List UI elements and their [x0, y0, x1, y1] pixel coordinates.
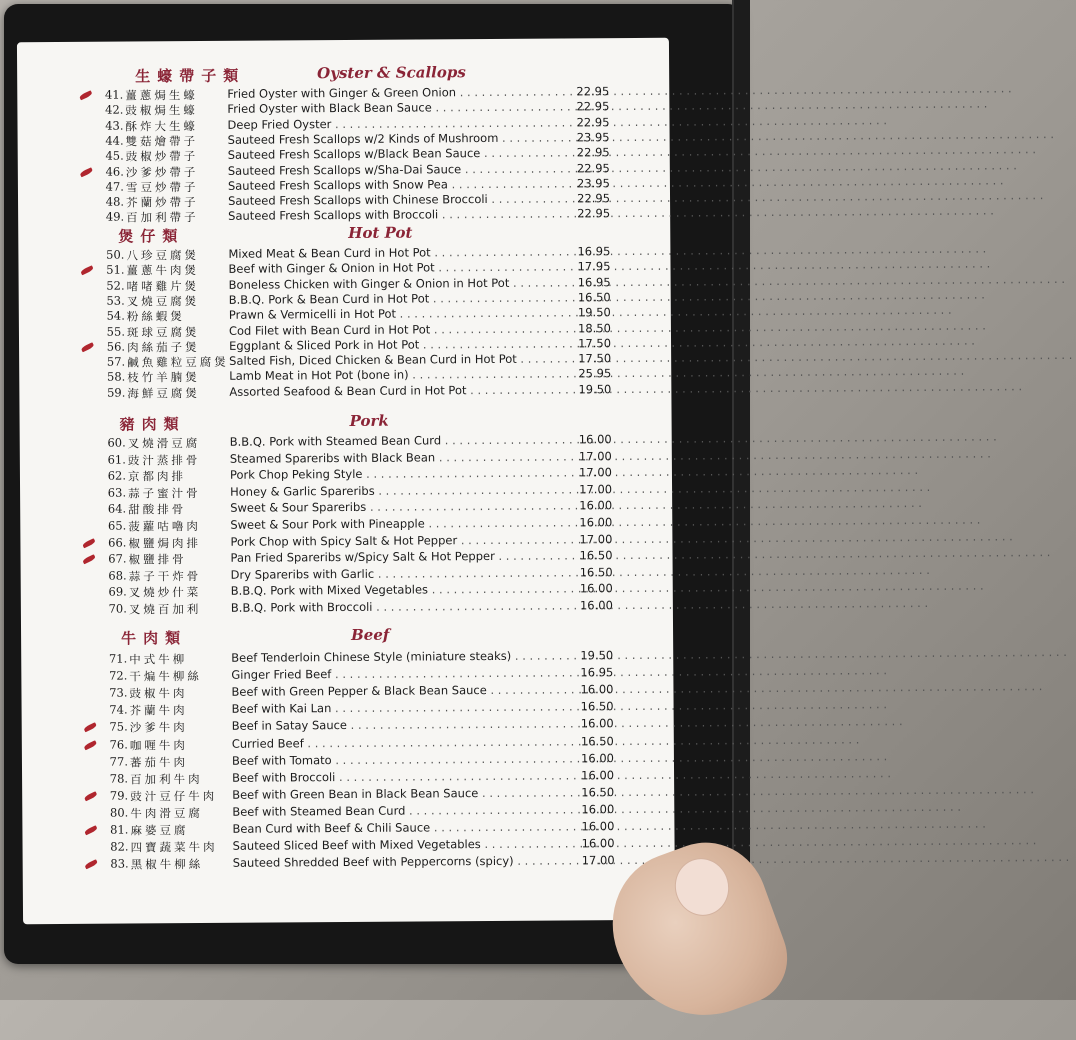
- chili-pepper-icon: [84, 825, 98, 835]
- item-name-cn: 叉燒炒什菜: [128, 585, 202, 600]
- chili-pepper-icon: [82, 554, 96, 564]
- item-price: 22.95: [577, 191, 611, 206]
- item-number: 71.: [108, 651, 128, 666]
- item-price: 23.95: [576, 175, 610, 191]
- item-price: 22.95: [576, 145, 610, 160]
- menu-page: [17, 38, 675, 925]
- item-number: 69.: [108, 584, 127, 600]
- item-name-en: Beef Tenderloin Chinese Style (miniature steaks) . . .: [231, 648, 567, 664]
- item-name-en: Sauteed Fresh Scallops with Broccoli . . .: [228, 207, 564, 223]
- item-name-cn: 四寶蔬菜牛肉: [130, 839, 218, 855]
- item-price: 16.00: [578, 432, 612, 447]
- item-name-cn: 雪豆炒帶子: [125, 179, 199, 195]
- item-name-cn: 八珍豆腐煲: [126, 248, 199, 263]
- item-name-cn: 百加利帶子: [126, 210, 199, 225]
- item-number: 70.: [108, 601, 127, 616]
- item-price: 16.50: [581, 784, 615, 800]
- item-name-cn: 中式牛柳: [129, 652, 188, 667]
- item-number: 56.: [106, 339, 126, 354]
- item-name-cn: 蕃茄牛肉: [129, 754, 189, 770]
- item-name-cn: 豉椒炒帶子: [125, 149, 199, 164]
- item-name-en: Dry Spareribs with Garlic . . .: [231, 565, 567, 581]
- item-name-en: Boneless Chicken with Ginger & Onion in Hot Pot . . .: [229, 275, 565, 291]
- item-number: 42.: [105, 102, 124, 117]
- item-number: 63.: [107, 485, 127, 500]
- item-name-en: Sauteed Fresh Scallops w/Sha-Dai Sauce . . .: [228, 161, 564, 177]
- item-name-en: Pan Fried Spareribs w/Spicy Salt & Hot Pepper . . .: [230, 549, 566, 565]
- section-title-en: Beef: [351, 625, 390, 644]
- item-number: 76.: [109, 737, 128, 752]
- item-name-en: Honey & Garlic Spareribs . . .: [230, 482, 566, 498]
- chili-pepper-icon: [83, 740, 97, 750]
- item-number: 57.: [106, 354, 126, 369]
- chili-pepper-icon: [79, 90, 93, 100]
- item-price: 17.00: [579, 481, 613, 497]
- item-price: 16.50: [577, 290, 611, 305]
- item-name-cn: 芥蘭牛肉: [129, 703, 188, 718]
- item-name-cn: 牛肉滑豆腐: [130, 805, 203, 821]
- item-price: 22.95: [576, 84, 610, 99]
- item-name-en: B.B.Q. Pork with Mixed Vegetables . . .: [231, 582, 567, 598]
- item-name-cn: 芥蘭炒帶子: [126, 195, 199, 210]
- item-price: 16.00: [579, 515, 613, 530]
- chili-pepper-icon: [84, 859, 98, 869]
- item-name-en: Curried Beef . . .: [232, 734, 568, 750]
- item-price: 22.95: [576, 114, 610, 129]
- item-name-en: Sauteed Sliced Beef with Mixed Vegetables . . .: [232, 837, 568, 853]
- item-name-cn: 叉燒百加利: [128, 602, 202, 617]
- item-number: 51.: [106, 262, 125, 277]
- item-name-cn: 斑球豆腐煲: [126, 324, 200, 340]
- item-price: 19.50: [580, 648, 614, 663]
- item-number: 61.: [107, 452, 126, 467]
- item-price: 19.50: [578, 381, 612, 397]
- menu-item: [18, 206, 670, 228]
- item-name-en: Sauteed Fresh Scallops with Chinese Broccoli . . .: [228, 192, 564, 208]
- item-name-cn: 麻婆豆腐: [130, 823, 189, 838]
- item-name-en: Sweet & Sour Spareribs . . .: [230, 499, 566, 515]
- item-number: 83.: [110, 856, 129, 871]
- section-title-en: Oyster & Scallops: [317, 63, 466, 83]
- item-number: 43.: [105, 118, 124, 133]
- item-name-cn: 豉椒牛肉: [129, 686, 188, 701]
- item-name-cn: 菠蘿咕嚕肉: [128, 519, 201, 534]
- item-price: 17.00: [579, 531, 613, 546]
- chili-pepper-icon: [83, 723, 97, 733]
- item-number: 81.: [110, 822, 129, 837]
- item-name-cn: 叉燒滑豆腐: [127, 436, 201, 451]
- item-number: 67.: [108, 551, 127, 566]
- item-number: 77.: [109, 754, 128, 769]
- item-price: 19.50: [577, 305, 611, 320]
- item-name-en: Beef with Broccoli . . .: [232, 768, 568, 784]
- item-price: 22.95: [576, 160, 610, 175]
- item-name-cn: 沙爹牛肉: [129, 720, 188, 735]
- item-price: 16.00: [580, 716, 614, 731]
- item-price: 16.00: [581, 836, 615, 851]
- section-title-en: Hot Pot: [348, 223, 413, 242]
- item-name-en: B.B.Q. Pork & Bean Curd in Hot Pot . . .: [229, 290, 565, 306]
- item-price: 18.50: [577, 320, 611, 335]
- item-name-cn: 蒜子干炸骨: [128, 568, 202, 584]
- item-number: 55.: [106, 324, 125, 339]
- item-name-en: Sauteed Fresh Scallops w/2 Kinds of Mushroom . . .: [228, 130, 564, 146]
- item-name-en: Beef in Satay Sauce . . .: [232, 717, 568, 733]
- section-title-cn: 煲仔類: [118, 227, 185, 246]
- item-name-en: Bean Curd with Beef & Chili Sauce . . .: [232, 819, 568, 835]
- item-number: 72.: [109, 668, 128, 683]
- item-price: 17.95: [577, 259, 611, 274]
- chili-pepper-icon: [81, 342, 95, 352]
- item-price: 16.00: [580, 750, 614, 765]
- item-name-cn: 薑蔥牛肉煲: [126, 263, 200, 278]
- item-name-en: Deep Fried Oyster . . .: [227, 115, 563, 131]
- item-name-cn: 枝竹羊腩煲: [127, 370, 200, 385]
- item-name-en: Pork Chop Peking Style . . .: [230, 466, 566, 482]
- item-number: 64.: [107, 501, 127, 517]
- item-price: 16.50: [579, 548, 613, 563]
- item-number: 74.: [109, 702, 128, 717]
- item-price: 17.00: [578, 448, 612, 463]
- item-price: 16.95: [577, 274, 611, 289]
- item-price: 16.50: [580, 699, 614, 714]
- item-name-cn: 雙菇燴帶子: [125, 133, 199, 149]
- item-name-cn: 黑椒牛柳絲: [130, 857, 204, 872]
- item-name-cn: 甜酸排骨: [128, 502, 187, 517]
- item-name-cn: 海鮮豆腐煲: [127, 385, 200, 401]
- item-number: 82.: [110, 839, 129, 854]
- chili-pepper-icon: [84, 791, 98, 801]
- item-price: 16.00: [579, 598, 613, 613]
- item-number: 48.: [105, 194, 125, 209]
- item-name-en: Cod Filet with Bean Curd in Hot Pot . . .: [229, 321, 565, 337]
- item-name-cn: 蒜子蜜汁骨: [128, 485, 201, 501]
- item-name-cn: 肉絲茄子煲: [127, 339, 200, 355]
- item-name-cn: 沙爹炒帶子: [125, 164, 199, 180]
- item-name-en: Sauteed Fresh Scallops w/Black Bean Sauce . . .: [228, 146, 564, 162]
- item-number: 66.: [108, 535, 127, 550]
- menu-item: [23, 853, 675, 875]
- item-name-cn: 椒鹽排骨: [128, 552, 187, 567]
- item-name-en: Prawn & Vermicelli in Hot Pot . . .: [229, 306, 565, 322]
- item-price: 23.95: [576, 130, 610, 145]
- item-number: 75.: [109, 719, 128, 735]
- item-name-en: B.B.Q. Pork with Steamed Bean Curd . . .: [230, 432, 566, 448]
- item-name-en: Fried Oyster with Ginger & Green Onion . . .: [227, 84, 563, 100]
- item-number: 46.: [105, 164, 124, 179]
- item-price: 17.50: [578, 335, 612, 351]
- item-name-cn: 啫啫雞片煲: [126, 278, 200, 294]
- item-name-en: Eggplant & Sliced Pork in Hot Pot . . .: [229, 336, 565, 352]
- item-name-cn: 粉絲蝦煲: [126, 309, 185, 324]
- item-name-en: Salted Fish, Diced Chicken & Bean Curd in Hot Pot . . .: [229, 352, 565, 368]
- item-name-en: Assorted Seafood & Bean Curd in Hot Pot . . .: [229, 382, 565, 398]
- chili-pepper-icon: [80, 266, 94, 276]
- item-name-en: Mixed Meat & Bean Curd in Hot Pot . . .: [228, 244, 564, 260]
- item-name-cn: 酥炸大生蠔: [125, 118, 199, 134]
- item-name-en: Sauteed Fresh Scallops with Snow Pea . . .: [228, 176, 564, 192]
- item-name-en: Beef with Steamed Bean Curd . . .: [232, 802, 568, 818]
- item-name-en: Beef with Tomato . . .: [232, 751, 568, 767]
- item-price: 16.00: [581, 819, 615, 834]
- item-number: 58.: [106, 369, 126, 385]
- item-number: 53.: [106, 293, 125, 308]
- item-name-cn: 叉燒豆腐煲: [126, 293, 200, 309]
- item-name-en: Ginger Fried Beef . . .: [231, 666, 567, 682]
- item-name-cn: 薑蔥焗生蠔: [125, 88, 198, 103]
- item-number: 54.: [106, 308, 125, 323]
- item-price: 16.95: [580, 665, 614, 680]
- item-number: 59.: [107, 385, 126, 400]
- item-name-en: Pork Chop with Spicy Salt & Hot Pepper . . .: [230, 532, 566, 548]
- item-name-cn: 豉汁蒸排骨: [127, 452, 201, 468]
- item-name-cn: 椒鹽焗肉排: [128, 535, 201, 551]
- item-number: 49.: [105, 209, 125, 225]
- item-name-cn: 豉汁豆仔牛肉: [130, 788, 218, 804]
- menu-item: [19, 381, 671, 403]
- item-name-en: Lamb Meat in Hot Pot (bone in) . . .: [229, 367, 565, 383]
- item-number: 60.: [107, 435, 126, 450]
- item-name-en: Fried Oyster with Black Bean Sauce . . .: [227, 100, 563, 116]
- item-price: 25.95: [578, 366, 612, 381]
- item-number: 79.: [109, 788, 129, 803]
- item-name-cn: 鹹魚雞粒豆腐煲: [127, 354, 229, 370]
- item-name-cn: 豉椒焗生蠔: [125, 103, 198, 118]
- item-price: 16.95: [577, 244, 611, 259]
- item-name-en: Beef with Kai Lan . . .: [232, 700, 568, 716]
- item-price: 16.00: [581, 767, 615, 783]
- item-name-en: Beef with Green Pepper & Black Bean Sauce . . .: [231, 683, 567, 699]
- item-name-cn: 百加利牛肉: [130, 771, 203, 787]
- item-name-en: Steamed Spareribs with Black Bean . . .: [230, 449, 566, 465]
- item-price: 16.50: [580, 733, 614, 748]
- item-price: 16.00: [581, 802, 615, 817]
- item-name-cn: 咖喱牛肉: [129, 737, 188, 753]
- section-title-cn: 生蠔帶子類: [135, 66, 246, 86]
- item-name-en: Sweet & Sour Pork with Pineapple . . .: [230, 515, 566, 531]
- item-name-en: Sauteed Shredded Beef with Peppercorns (spicy) . . .: [233, 854, 569, 870]
- section-title-cn: 豬肉類: [119, 415, 186, 434]
- item-price: 16.50: [579, 564, 613, 580]
- item-number: 62.: [107, 468, 127, 483]
- item-name-cn: 干煸牛柳絲: [129, 669, 202, 684]
- item-name-en: B.B.Q. Pork with Broccoli . . .: [231, 598, 567, 614]
- item-number: 68.: [108, 568, 127, 583]
- item-price: 16.00: [579, 498, 613, 513]
- section-title-en: Pork: [349, 411, 389, 430]
- item-number: 78.: [109, 771, 129, 786]
- item-name-en: Beef with Ginger & Onion in Hot Pot . . .: [228, 260, 564, 276]
- item-price: 22.95: [576, 99, 610, 114]
- item-number: 41.: [104, 87, 124, 102]
- item-number: 65.: [107, 518, 127, 533]
- item-number: 80.: [109, 805, 129, 820]
- item-number: 73.: [109, 685, 128, 700]
- item-name-en: Beef with Green Bean in Black Bean Sauce . . .: [232, 785, 568, 801]
- chili-pepper-icon: [79, 167, 93, 177]
- chili-pepper-icon: [82, 538, 96, 548]
- item-name-cn: 京都肉排: [127, 469, 187, 484]
- item-number: 44.: [105, 133, 124, 148]
- item-price: 16.00: [580, 682, 614, 697]
- item-price: 17.50: [578, 351, 612, 366]
- menu-item: [21, 598, 673, 620]
- item-price: 17.00: [578, 465, 612, 480]
- item-price: 17.00: [581, 853, 615, 868]
- item-number: 52.: [106, 278, 125, 293]
- item-price: 16.00: [579, 581, 613, 596]
- item-number: 50.: [106, 247, 125, 262]
- section-title-cn: 牛肉類: [121, 629, 188, 648]
- item-number: 45.: [105, 148, 124, 163]
- item-number: 47.: [105, 179, 124, 194]
- item-price: 22.95: [577, 206, 611, 221]
